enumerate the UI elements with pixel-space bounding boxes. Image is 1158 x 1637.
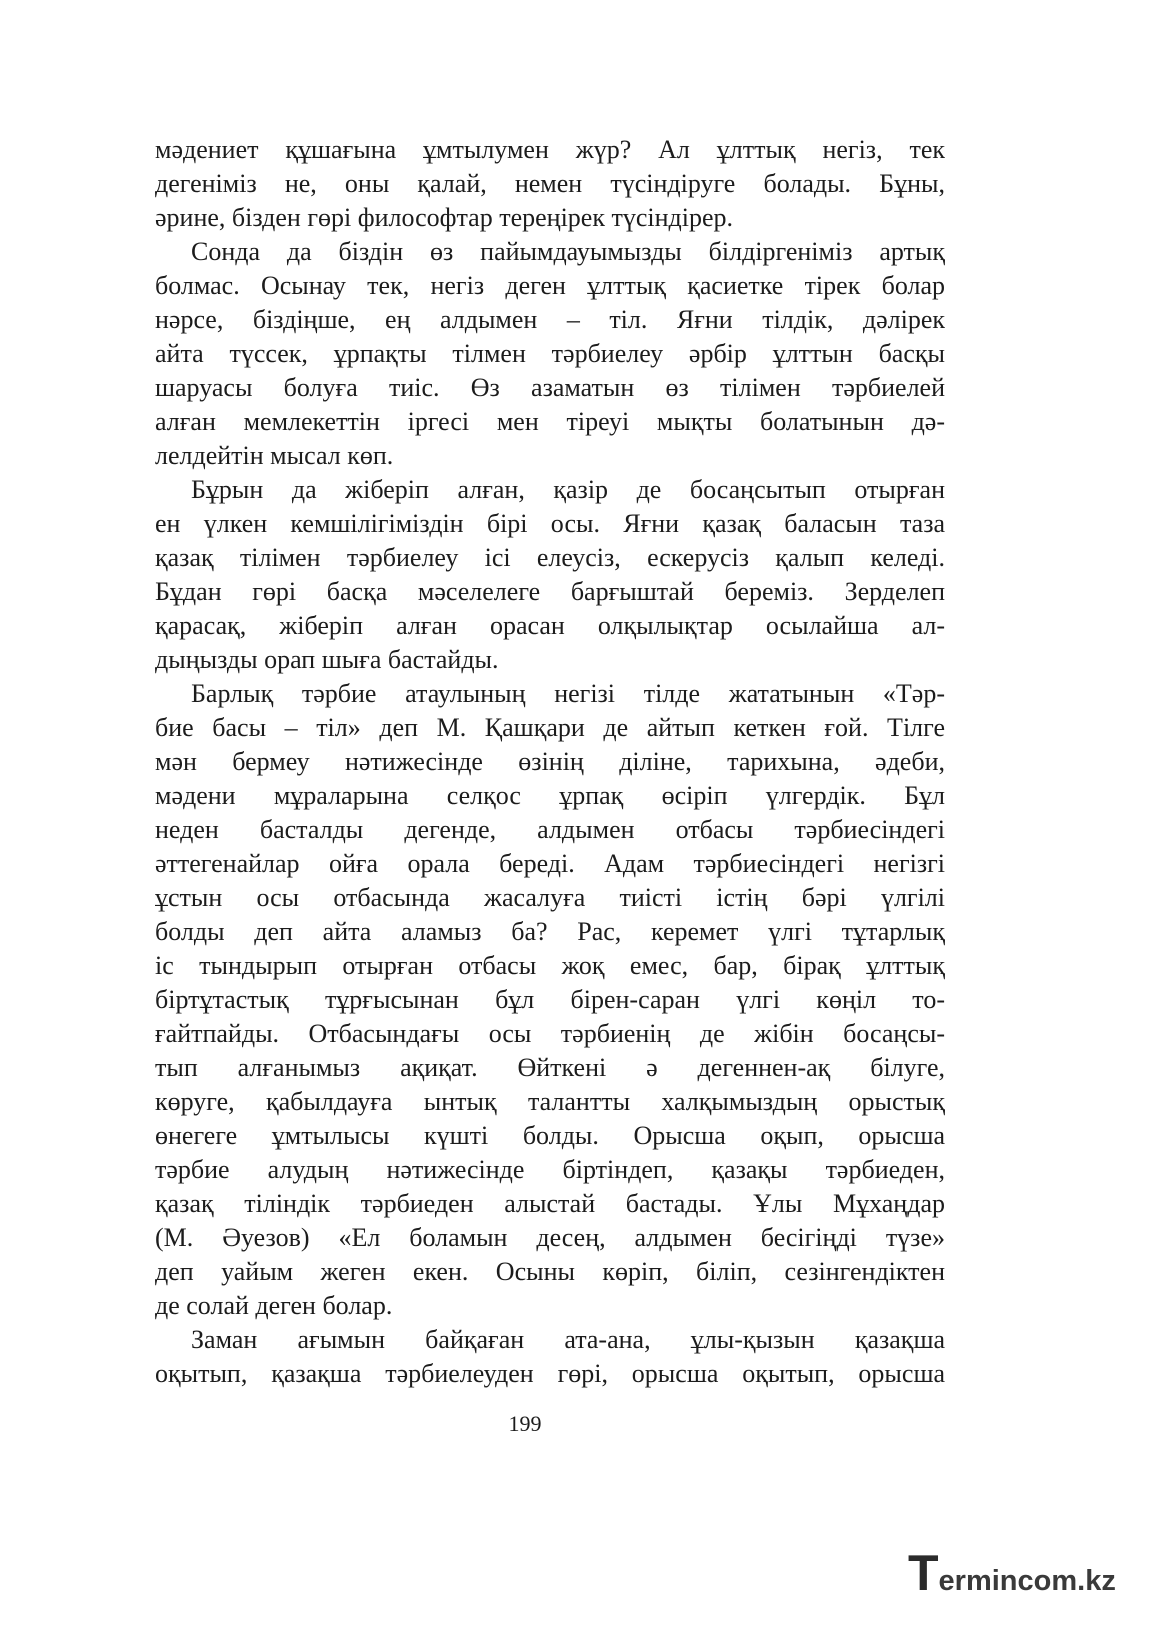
text-line: іс тындырып отырған отбасы жоқ емес, бар, бірақ ұлттық bbox=[155, 951, 945, 980]
text-line: тәрбие алудың нәтижесінде біртіндеп, қазақы тәрбиеден, bbox=[155, 1155, 945, 1184]
text-line: бие басы – тіл» деп М. Қашқари де айтып кеткен ғой. Тілге bbox=[155, 713, 945, 742]
text-line: ұстын осы отбасында жасалуға тиісті істің бәрі үлгілі bbox=[155, 883, 945, 912]
text-line: қарасақ, жіберіп алған орасан олқылықтар осылайша ал- bbox=[155, 611, 945, 640]
paragraph bbox=[155, 1323, 945, 1391]
page-number: 199 bbox=[508, 1411, 542, 1436]
text-line: қазақ тілімен тәрбиелеу ісі елеусіз, ескерусіз қалып келеді. bbox=[155, 543, 945, 572]
paragraph bbox=[155, 133, 945, 235]
text-line: әттегенайлар ойға орала береді. Адам тәрбиесіндегі негізгі bbox=[155, 849, 945, 878]
text-line: деп уайым жеген екен. Осыны көріп, біліп, сезінгендіктен bbox=[155, 1257, 945, 1286]
text-line: мәдени мұраларына селқос ұрпақ өсіріп үлгердік. Бұл bbox=[155, 781, 945, 810]
paragraph bbox=[155, 677, 945, 1323]
text-line: Сонда да біздін өз пайымдауымызды білдіргеніміз артық bbox=[191, 237, 945, 266]
site-watermark-logo: Termincom.kz bbox=[908, 1545, 1116, 1601]
text-line: лелдейтін мысал көп. bbox=[155, 441, 394, 470]
body-text bbox=[155, 133, 945, 1391]
text-line: де солай деген болар. bbox=[155, 1291, 393, 1320]
text-line: мән бермеу нәтижесінде өзінің діліне, тарихына, әдеби, bbox=[155, 747, 945, 776]
text-line: қазақ тіліндік тәрбиеден алыстай бастады. Ұлы Мұхаңдар bbox=[155, 1189, 945, 1218]
text-line: неден басталды дегенде, алдымен отбасы тәрбиесіндегі bbox=[155, 815, 945, 844]
text-line: болды деп айта аламыз ба? Рас, керемет үлгі тұтарлық bbox=[155, 917, 945, 946]
text-line: шаруасы болуға тиіс. Өз азаматын өз тілімен тәрбиелей bbox=[155, 373, 945, 402]
text-line: оқытып, қазақша тәрбиелеуден гөрі, орысша оқытып, орысша bbox=[155, 1359, 945, 1388]
text-line: ғайтпайды. Отбасындағы осы тәрбиенің де жібін босаңсы- bbox=[155, 1019, 945, 1048]
text-line: дыңызды орап шыға бастайды. bbox=[155, 645, 499, 674]
text-line: (М. Әуезов) «Ел боламын десең, алдымен бесігіңді түзе» bbox=[155, 1223, 945, 1252]
text-line: біртұтастық тұрғысынан бұл бірен-саран үлгі көңіл то- bbox=[155, 985, 945, 1014]
text-line: ен үлкен кемшілігіміздін бірі осы. Яғни қазақ баласын таза bbox=[155, 509, 945, 538]
text-line: өнегеге ұмтылысы күшті болды. Орысша оқып, орысша bbox=[155, 1121, 945, 1150]
text-line: көруге, қабылдауға ынтық талантты халқымыздың орыстық bbox=[155, 1087, 945, 1116]
text-line: тып алғанымыз ақиқат. Өйткені ә дегеннен-ақ білуге, bbox=[155, 1053, 945, 1082]
paragraph bbox=[155, 235, 945, 473]
text-line: Бұрын да жіберіп алған, қазір де босаңсытып отырған bbox=[191, 475, 945, 504]
text-line: Барлық тәрбие атаулының негізі тілде жататынын «Тәр- bbox=[191, 679, 945, 708]
text-line: Заман ағымын байқаған ата-ана, ұлы-қызын қазақша bbox=[191, 1325, 945, 1354]
text-line: болмас. Осынау тек, негіз деген ұлттық қасиетке тірек болар bbox=[155, 271, 945, 300]
text-line: дегеніміз не, оны қалай, немен түсіндіруге болады. Бұны, bbox=[155, 169, 945, 198]
paragraph bbox=[155, 473, 945, 677]
text-line: әрине, бізден гөрі философтар тереңірек түсіндірер. bbox=[155, 203, 734, 232]
text-line: нәрсе, біздіңше, ең алдымен – тіл. Яғни тілдік, дәлірек bbox=[155, 305, 945, 334]
text-line: Бұдан гөрі басқа мәселелеге барғыштай береміз. Зерделеп bbox=[155, 577, 945, 606]
text-line: алған мемлекеттін іргесі мен тіреуі мықты болатынын дә- bbox=[155, 407, 945, 436]
text-line: айта түссек, ұрпақты тілмен тәрбиелеу әрбір ұлттын басқы bbox=[155, 339, 945, 368]
text-line: мәдениет құшағына ұмтылумен жүр? Ал ұлттық негіз, тек bbox=[155, 135, 945, 164]
